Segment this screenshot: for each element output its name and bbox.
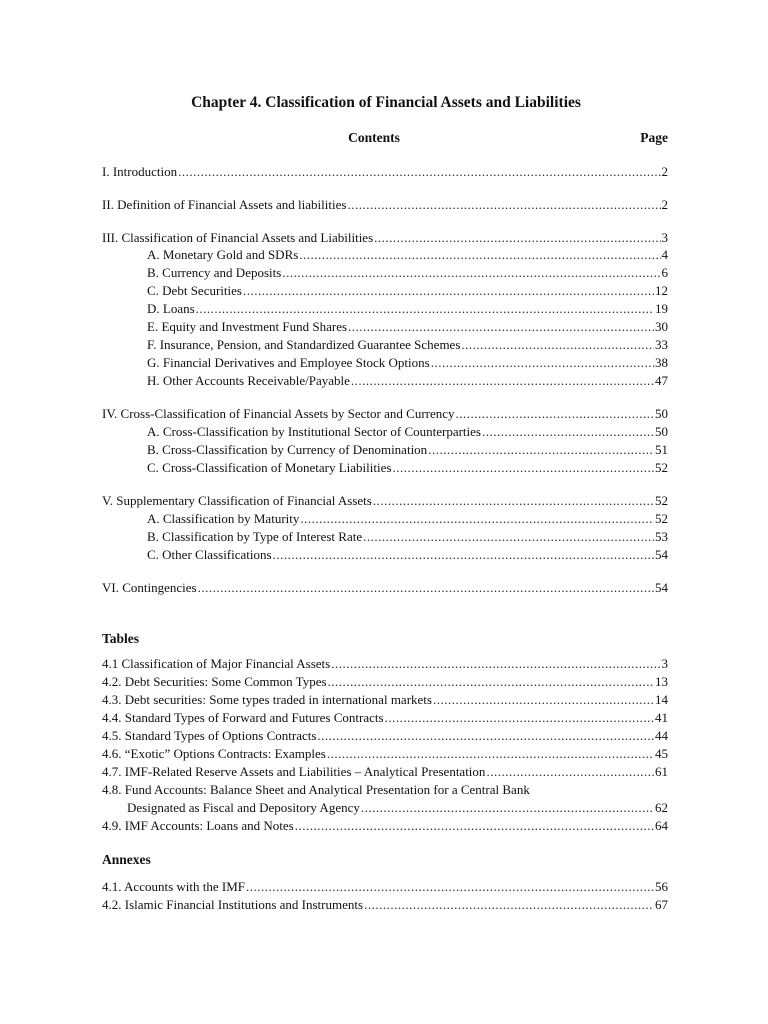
toc-entry: VI. Contingencies ..... 54	[102, 579, 668, 597]
table-entry: 4.6. “Exotic” Options Contracts: Examples ..... 45	[102, 745, 668, 763]
toc-subentry: C. Other Classifications ..... 54	[147, 546, 668, 564]
toc-entry: II. Definition of Financial Assets and liabilities ..... 2	[102, 196, 668, 214]
table-entry: 4.9. IMF Accounts: Loans and Notes ..... 64	[102, 817, 668, 835]
toc-subentry: C. Cross-Classification of Monetary Liabilities ..... 52	[147, 459, 668, 477]
contents-heading: Contents	[348, 130, 400, 145]
table-entry: 4.4. Standard Types of Forward and Futures Contracts ..... 41	[102, 709, 668, 727]
toc-subentry: F. Insurance, Pension, and Standardized Guarantee Schemes ..... 33	[147, 336, 668, 354]
toc-subentry: C. Debt Securities ..... 12	[147, 282, 668, 300]
chapter-title: Chapter 4. Classification of Financial Assets and Liabilities	[191, 94, 581, 111]
toc-subentry: D. Loans ..... 19	[147, 300, 668, 318]
table-entry: 4.7. IMF-Related Reserve Assets and Liabilities – Analytical Presentation ..... 61	[102, 763, 668, 781]
toc-subentry: A. Monetary Gold and SDRs ..... 4	[147, 246, 668, 264]
table-entry: 4.1 Classification of Major Financial Assets ..... 3	[102, 655, 668, 673]
toc-entry: III. Classification of Financial Assets and Liabilities ..... 3	[102, 229, 668, 247]
toc-subentry: A. Classification by Maturity ..... 52	[147, 510, 668, 528]
table-entry-line: 4.8. Fund Accounts: Balance Sheet and Analytical Presentation for a Central Bank	[102, 782, 530, 797]
toc-subentry: H. Other Accounts Receivable/Payable ..... 47	[147, 372, 668, 390]
toc-subentry: B. Cross-Classification by Currency of Denomination ..... 51	[147, 441, 668, 459]
toc-entry: V. Supplementary Classification of Financial Assets ..... 52	[102, 492, 668, 510]
annex-entry: 4.2. Islamic Financial Institutions and Instruments ..... 67	[102, 896, 668, 914]
table-entry: 4.5. Standard Types of Options Contracts ..... 44	[102, 727, 668, 745]
toc-subentry: B. Currency and Deposits ..... 6	[147, 264, 668, 282]
toc-subentry: A. Cross-Classification by Institutional Sector of Counterparties ..... 50	[147, 423, 668, 441]
annexes-heading: Annexes	[102, 852, 151, 867]
table-entry: Designated as Fiscal and Depository Agency ..... 62	[127, 799, 668, 817]
annex-entry: 4.1. Accounts with the IMF ..... 56	[102, 878, 668, 896]
page-heading: Page	[640, 130, 668, 145]
table-entry: 4.2. Debt Securities: Some Common Types ..... 13	[102, 673, 668, 691]
toc-subentry: E. Equity and Investment Fund Shares ..... 30	[147, 318, 668, 336]
table-entry: 4.3. Debt securities: Some types traded in international markets ..... 14	[102, 691, 668, 709]
toc-entry: I. Introduction ..... 2	[102, 163, 668, 181]
toc-entry: IV. Cross-Classification of Financial Assets by Sector and Currency ..... 50	[102, 405, 668, 423]
toc-subentry: B. Classification by Type of Interest Rate ..... 53	[147, 528, 668, 546]
tables-heading: Tables	[102, 631, 140, 646]
toc-subentry: G. Financial Derivatives and Employee Stock Options ..... 38	[147, 354, 668, 372]
